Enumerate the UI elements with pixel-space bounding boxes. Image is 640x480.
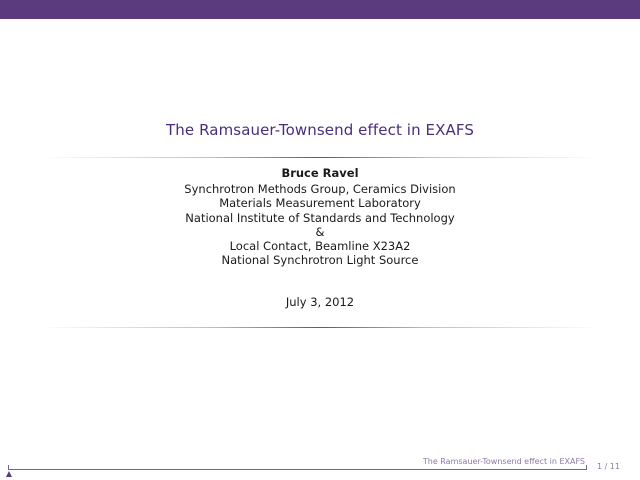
footer-line-end-tick bbox=[586, 465, 587, 470]
header-bar bbox=[0, 0, 640, 19]
title-divider-bottom bbox=[40, 327, 600, 328]
footer-short-title: The Ramsauer-Townsend effect in EXAFS bbox=[422, 457, 585, 466]
title-divider-top bbox=[40, 157, 600, 158]
page-number: 1 / 11 bbox=[596, 462, 620, 471]
affiliation-line: Local Contact, Beamline X23A2 bbox=[229, 239, 411, 254]
presentation-date: July 3, 2012 bbox=[285, 295, 355, 309]
affiliation-line: National Institute of Standards and Technology bbox=[185, 210, 455, 225]
progress-marker-icon bbox=[6, 471, 12, 477]
affiliation-line: Materials Measurement Laboratory bbox=[219, 196, 421, 211]
affiliation-line: National Synchrotron Light Source bbox=[221, 253, 419, 268]
affiliation-block bbox=[0, 182, 640, 268]
footer-progress-line bbox=[9, 469, 587, 470]
affiliation-separator: & bbox=[315, 224, 325, 239]
slide-title: The Ramsauer-Townsend effect in EXAFS bbox=[166, 121, 474, 139]
author-name: Bruce Ravel bbox=[281, 166, 359, 180]
affiliation-line: Synchrotron Methods Group, Ceramics Division bbox=[184, 182, 456, 196]
